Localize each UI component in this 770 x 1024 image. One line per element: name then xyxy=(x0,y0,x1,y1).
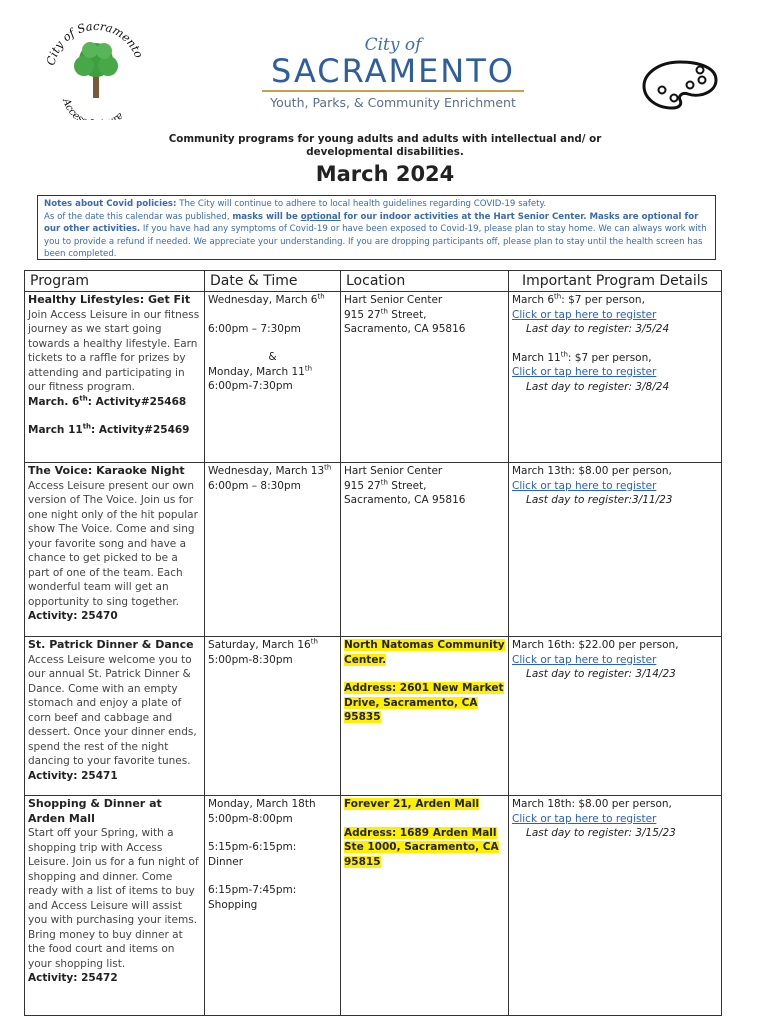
header-location: Location xyxy=(341,271,509,292)
program-cell xyxy=(25,463,205,637)
activity-number: March 11th: Activity#25469 xyxy=(28,422,190,436)
date-cell xyxy=(205,637,341,796)
time-text: 5:00pm-8:00pm xyxy=(208,812,293,825)
details-cell xyxy=(509,463,722,637)
time-text: 6:00pm – 8:30pm xyxy=(208,479,301,492)
location-address: Address: 2601 New Market Drive, Sacramento, CA 95835 xyxy=(344,682,504,723)
time-text: 6:00pm – 7:30pm xyxy=(208,322,301,335)
program-description: Join Access Leisure in our fitness journey as we start going towards a healthy lifestyle. Earn tickets to a raffle for prizes by attending and participating in our fitness program. xyxy=(28,308,200,393)
program-title: Shopping & Dinner at Arden Mall xyxy=(28,797,162,825)
program-description: Access Leisure present our own version of The Voice. Join us for one night only of the hit popular show The Voice. Come and sing your favorite song and have a chance to get picked to be a part of one of the team. Each wonderful team will get an opportunity to sing together. xyxy=(28,479,198,608)
paint-palette-icon xyxy=(640,58,720,114)
activity-number: Activity: 25471 xyxy=(28,769,118,782)
time-label: Shopping xyxy=(208,898,258,911)
details-cell xyxy=(509,292,722,463)
table-row xyxy=(25,796,722,1016)
svg-text:Access Leisure xyxy=(60,96,126,120)
price-text: March 13th: $8.00 per person, xyxy=(512,465,672,477)
last-day-text: Last day to register: 3/8/24 xyxy=(526,380,670,393)
program-description: Start off your Spring, with a shopping trip with Access Leisure. Join us for a fun night of shopping and dinner. Come ready with a list of items to buy and Access Leisure will assist you with purchasing your items. Bring money to buy dinner at the food court and items on your shopping list. xyxy=(28,827,199,970)
activity-number: Activity: 25472 xyxy=(28,972,118,984)
schedule-table xyxy=(24,270,722,1016)
program-title: The Voice: Karaoke Night xyxy=(28,464,185,477)
table-row xyxy=(25,637,722,796)
notes-line3: If you have had any symptoms of Covid-19 or have been exposed to Covid-19, please plan to stay home. We can always work with you to provide a refund if needed. We appreciate your understanding. If you are dropping participants off, please plan to stay until the health screen has been completed. xyxy=(44,224,707,260)
details-cell xyxy=(509,637,722,796)
location-address: Address: 1689 Arden Mall Ste 1000, Sacramento, CA 95815 xyxy=(344,826,499,868)
date-text: Wednesday, March 6th xyxy=(208,292,325,306)
program-title: Healthy Lifestyles: Get Fit xyxy=(28,293,191,306)
date-text: Monday, March 18th xyxy=(208,798,316,810)
time-text: 6:15pm-7:45pm: xyxy=(208,884,297,896)
header-details: Important Program Details xyxy=(509,271,722,292)
logo-ring-bottom: Acces re xyxy=(60,97,126,120)
activity-number: March. 6th: Activity#25468 xyxy=(28,394,187,408)
table-row xyxy=(25,292,722,463)
logo-sacramento: SACRAMENTO xyxy=(271,52,515,90)
date-cell xyxy=(205,463,341,637)
notes-line2d: for our indoor activities at the Hart Senior Center. Masks are optional for our other activities. xyxy=(44,211,699,235)
location-cell xyxy=(341,637,509,796)
program-description: Access Leisure welcome you to our annual St. Patrick Dinner & Dance. Come with an empty stomach and enjoy a plate of corn beef and cabbage and dessert. Once your dinner ends, spend the rest of the night dancing to your favorite tunes. xyxy=(28,653,197,767)
last-day-text: Last day to register:3/11/23 xyxy=(526,494,673,506)
logo-ring-top: City of Sacramento xyxy=(44,20,147,67)
time-label: Dinner xyxy=(208,855,244,868)
header-program: Program xyxy=(25,271,205,292)
page-title: March 2024 xyxy=(315,162,455,186)
location-city: Sacramento, CA 95816 xyxy=(344,323,466,335)
location-name: Forever 21, Arden Mall xyxy=(344,798,480,810)
notes-line1: The City will continue to adhere to local health guidelines regarding COVID-19 safety. xyxy=(176,199,547,209)
price-text: March 18th: $8.00 per person, xyxy=(512,798,672,810)
city-of-sacramento-logo xyxy=(262,36,524,132)
register-link[interactable]: Click or tap here to register xyxy=(512,653,657,666)
price-text: March 6th: $7 per person, xyxy=(512,292,645,306)
program-cell xyxy=(25,292,205,463)
location-cell xyxy=(341,292,509,463)
intro-text: Community programs for young adults and adults with intellectual and/ or developmental disabilities. xyxy=(168,133,602,158)
register-link[interactable]: Click or tap here to register xyxy=(512,308,657,321)
notes-line2b: masks will be xyxy=(232,211,301,222)
location-street: 915 27th Street, xyxy=(344,478,427,492)
location-cell xyxy=(341,463,509,637)
table-row xyxy=(25,463,722,637)
date-text: Saturday, March 16th xyxy=(208,637,318,651)
access-leisure-logo xyxy=(44,20,148,120)
logo-city-of: City of xyxy=(364,35,422,55)
price-text: March 16th: $22.00 per person, xyxy=(512,639,679,651)
program-cell xyxy=(25,637,205,796)
date-text: Wednesday, March 13th xyxy=(208,463,332,477)
table-header-row xyxy=(25,271,722,292)
date-text: Monday, March 11th xyxy=(208,364,313,378)
covid-notes-box xyxy=(37,195,716,260)
header-date-time: Date & Time xyxy=(205,271,341,292)
notes-line2a: As of the date this calendar was published, xyxy=(44,211,233,222)
and-text: & xyxy=(268,351,277,363)
location-name: Hart Senior Center xyxy=(344,294,443,306)
program-title: St. Patrick Dinner & Dance xyxy=(28,638,194,651)
register-link[interactable]: Click or tap here to register xyxy=(512,812,657,825)
location-street: 915 27th Street, xyxy=(344,307,427,321)
location-name: North Natomas Community Center. xyxy=(344,639,505,666)
time-text: 5:15pm-6:15pm: xyxy=(208,841,297,853)
program-cell xyxy=(25,796,205,1016)
last-day-text: Last day to register: 3/5/24 xyxy=(526,323,670,335)
logo-divider xyxy=(262,90,524,92)
time-text: 5:00pm-8:30pm xyxy=(208,653,293,666)
activity-number: Activity: 25470 xyxy=(28,610,118,622)
price-text: March 11th: $7 per person, xyxy=(512,350,652,364)
location-cell xyxy=(341,796,509,1016)
last-day-text: Last day to register: 3/15/23 xyxy=(526,827,676,839)
notes-optional: optional xyxy=(300,211,341,222)
date-cell xyxy=(205,796,341,1016)
location-city: Sacramento, CA 95816 xyxy=(344,494,466,506)
details-cell xyxy=(509,796,722,1016)
last-day-text: Last day to register: 3/14/23 xyxy=(526,668,676,680)
register-link[interactable]: Click or tap here to register xyxy=(512,366,657,378)
logo-department: Youth, Parks, & Community Enrichment xyxy=(270,95,516,110)
notes-label: Notes about Covid policies: xyxy=(44,199,177,209)
register-link[interactable]: Click or tap here to register xyxy=(512,479,657,492)
date-cell xyxy=(205,292,341,463)
location-name: Hart Senior Center xyxy=(344,465,443,477)
time-text: 6:00pm-7:30pm xyxy=(208,380,293,392)
